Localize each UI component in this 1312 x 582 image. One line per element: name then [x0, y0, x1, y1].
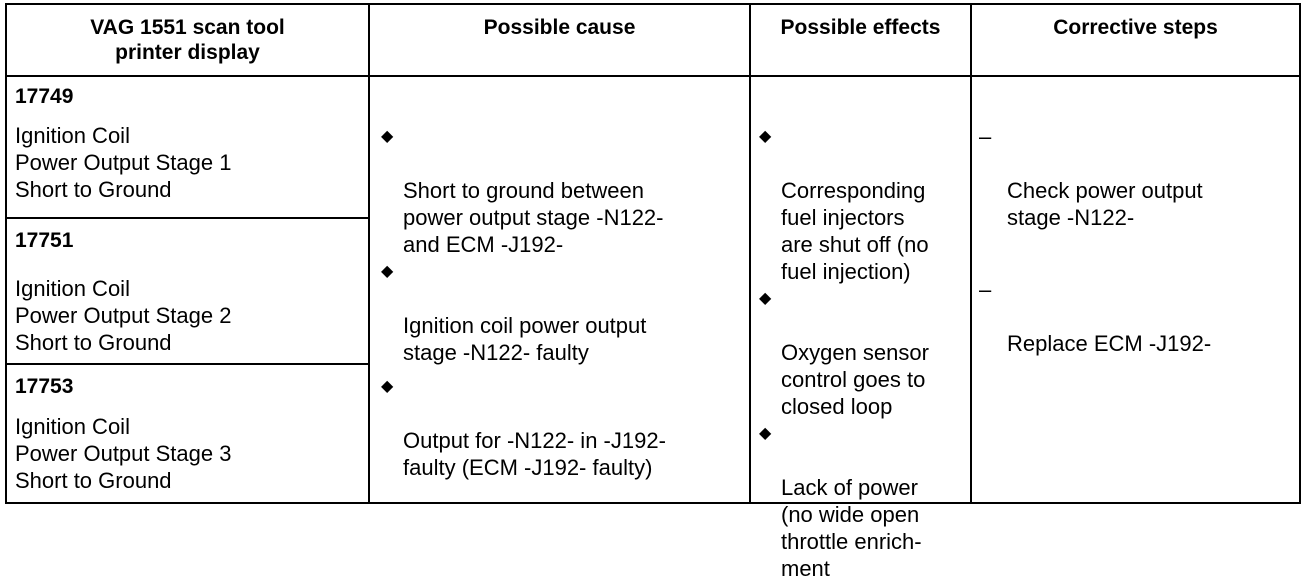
effect-item: [751, 123, 969, 285]
corrective-step-text: Replace ECM -J192-: [1007, 331, 1212, 356]
diamond-bullet-icon: ◆: [759, 290, 772, 307]
possible-cause-list: [373, 123, 747, 481]
header-possible-effects-text: Possible effects: [780, 16, 941, 39]
fault-code-table: [5, 3, 1301, 581]
cause-text: Ignition coil power output stage -N122- faulty: [403, 313, 647, 365]
fault-description: Ignition Coil Power Output Stage 1 Short to Ground: [15, 123, 232, 202]
row-divider: [7, 363, 369, 365]
header-corrective-steps: [972, 5, 1299, 77]
cause-item: [373, 258, 747, 366]
header-possible-effects: [751, 5, 970, 77]
possible-effects-list: [751, 123, 969, 582]
fault-description: Ignition Coil Power Output Stage 2 Short to Ground: [15, 276, 232, 355]
fault-code: 17749: [15, 85, 74, 108]
diamond-bullet-icon: ◆: [381, 128, 394, 145]
cause-text: Output for -N122- in -J192- faulty (ECM -J192- faulty): [403, 428, 666, 480]
column-divider: [368, 5, 370, 502]
corrective-step-text: Check power output stage -N122-: [1007, 178, 1203, 230]
effect-text: Corresponding fuel injectors are shut off (no fuel injection): [781, 178, 929, 284]
effect-item: [751, 285, 969, 420]
cause-text: Short to ground between power output stage -N122- and ECM -J192-: [403, 178, 664, 257]
corrective-step: [973, 123, 1312, 231]
diamond-bullet-icon: ◆: [759, 128, 772, 145]
diamond-bullet-icon: ◆: [381, 263, 394, 280]
cause-item: [373, 123, 747, 258]
cause-item: [373, 373, 747, 481]
dash-bullet-icon: –: [979, 277, 992, 302]
header-corrective-steps-text: Corrective steps: [1053, 16, 1218, 39]
effect-text: Lack of power (no wide open throttle enrich- ment: [781, 475, 922, 581]
fault-code: 17751: [15, 229, 74, 252]
column-divider: [970, 5, 972, 502]
diamond-bullet-icon: ◆: [381, 378, 394, 395]
header-possible-cause-text: Possible cause: [483, 16, 636, 39]
diamond-bullet-icon: ◆: [759, 425, 772, 442]
header-printer-display-text: VAG 1551 scan tool printer display: [90, 16, 285, 64]
header-printer-display: [7, 5, 368, 77]
fault-code: 17753: [15, 375, 74, 398]
dash-bullet-icon: –: [979, 124, 992, 149]
row-divider: [7, 217, 369, 219]
fault-description: Ignition Coil Power Output Stage 3 Short to Ground: [15, 414, 232, 493]
header-possible-cause: [370, 5, 749, 77]
effect-text: Oxygen sensor control goes to closed loop: [781, 340, 929, 419]
corrective-step: [973, 276, 1312, 357]
effect-item: [751, 420, 969, 582]
